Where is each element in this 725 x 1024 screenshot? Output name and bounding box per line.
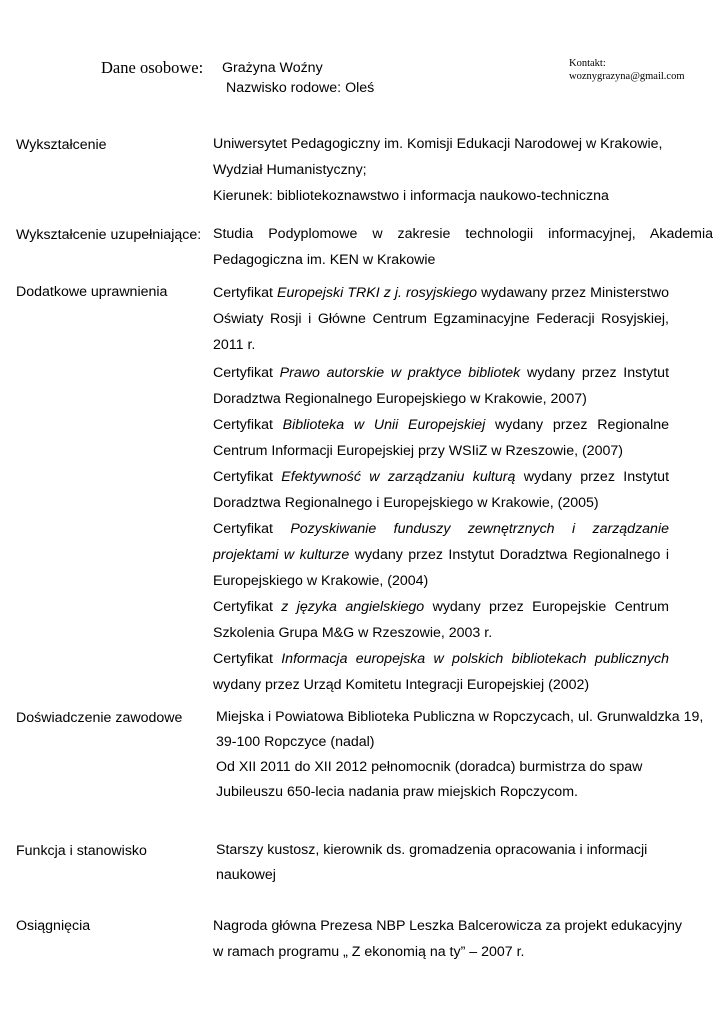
cert-item: Certyfikat Efektywność w zarządzaniu kulturą wydany przez Instytut Doradztwa Regionalnego i Europejskiego w Krakowie, (2005) xyxy=(213,469,670,511)
education-label: Wykształcenie xyxy=(16,137,107,153)
education-content xyxy=(213,131,713,209)
position-content xyxy=(216,838,716,888)
experience-line-jubilee: Jubileuszu 650-lecia nadania praw miejskich Ropczycom. xyxy=(216,784,578,800)
achievements-label: Osiągnięcia xyxy=(16,918,91,934)
cert-title: z języka angielskiego xyxy=(281,599,425,615)
additional-qualifications-content xyxy=(213,280,713,698)
cert-title: Europejski TRKI z j. rosyjskiego xyxy=(277,285,478,301)
person-name: Grażyna Woźny xyxy=(222,60,323,76)
experience-line-role: Od XII 2011 do XII 2012 pełnomocnik (doradca) burmistrza do spaw xyxy=(216,759,643,775)
maiden-name: Nazwisko rodowe: Oleś xyxy=(226,80,375,96)
position-label: Funkcja i stanowisko xyxy=(16,843,147,859)
education-line-major: Kierunek: bibliotekoznawstwo i informacja naukowo-techniczna xyxy=(213,188,609,204)
supplementary-education-label: Wykształcenie uzupełniające: xyxy=(16,227,202,243)
contact-label: Kontakt: xyxy=(569,58,606,69)
achievements-content xyxy=(213,913,713,965)
supplementary-education-content xyxy=(213,221,713,273)
position-line-title: Starszy kustosz, kierownik ds. gromadzenia opracowania i informacji xyxy=(216,842,648,858)
cert-title: Efektywność w zarządzaniu kulturą xyxy=(281,469,516,485)
cert-item: Certyfikat Europejski TRKI z j. rosyjskiego wydawany przez Ministerstwo Oświaty Rosji i Główne Centrum Egzaminacyjne Federacji Rosyjskiej, 2011 r. xyxy=(213,285,670,353)
experience-content xyxy=(216,705,716,805)
experience-line-employer: Miejska i Powiatowa Biblioteka Publiczna w Ropczycach, ul. Grunwaldzka 19, xyxy=(216,709,704,725)
cert-title: Pozyskiwanie funduszy zewnętrznych i zarządzanie projektami w kulturze xyxy=(213,521,669,563)
additional-qualifications-label: Dodatkowe uprawnienia xyxy=(16,284,168,300)
achievement-line-program: w ramach programu „ Z ekonomią na ty” – 2007 r. xyxy=(213,944,525,960)
experience-label: Doświadczenie zawodowe xyxy=(16,710,183,726)
cert-title: Prawo autorskie w praktyce bibliotek xyxy=(279,365,521,381)
cert-item: Certyfikat Prawo autorskie w praktyce bibliotek wydany przez Instytut Doradztwa Regionalnego Europejskiego w Krakowie, 2007) xyxy=(213,365,670,407)
cert-title: Informacja europejska w polskich bibliotekach publicznych xyxy=(281,651,669,667)
cert-title: Biblioteka w Unii Europejskiej xyxy=(282,417,486,433)
cert-item: Certyfikat Informacja europejska w polskich bibliotekach publicznych wydany przez Urząd Komitetu Integracji Europejskiej (2002) xyxy=(213,651,669,693)
cert-item: Certyfikat Biblioteka w Unii Europejskiej wydany przez Regionalne Centrum Informacji Europejskiej przy WSIiZ w Rzeszowie, (2007) xyxy=(213,417,670,459)
contact-block xyxy=(569,57,685,83)
position-line-continued: naukowej xyxy=(216,867,276,883)
cert-item: Certyfikat z języka angielskiego wydany przez Europejskie Centrum Szkolenia Grupa M&G w Rzeszowie, 2003 r. xyxy=(213,599,669,641)
education-line-faculty: Wydział Humanistyczny; xyxy=(213,162,367,178)
cert-item: Certyfikat Pozyskiwanie funduszy zewnętrznych i zarządzanie projektami w kulturze wydany przez Instytut Doradztwa Regionalnego i Europejskiego w Krakowie, (2004) xyxy=(213,521,669,589)
contact-email[interactable]: woznygrazyna@gmail.com xyxy=(569,71,685,82)
experience-line-address: 39-100 Ropczyce (nadal) xyxy=(216,734,375,750)
education-line-university: Uniwersytet Pedagogiczny im. Komisji Edukacji Narodowej w Krakowie, xyxy=(213,136,663,152)
supplementary-education-text: Studia Podyplomowe w zakresie technologii informacyjnej, Akademia Pedagogiczna im. KEN w Krakowie xyxy=(213,226,713,268)
achievement-line-award: Nagroda główna Prezesa NBP Leszka Balcerowicza za projekt edukacyjny xyxy=(213,918,682,934)
personal-data-label: Dane osobowe: xyxy=(101,58,204,77)
